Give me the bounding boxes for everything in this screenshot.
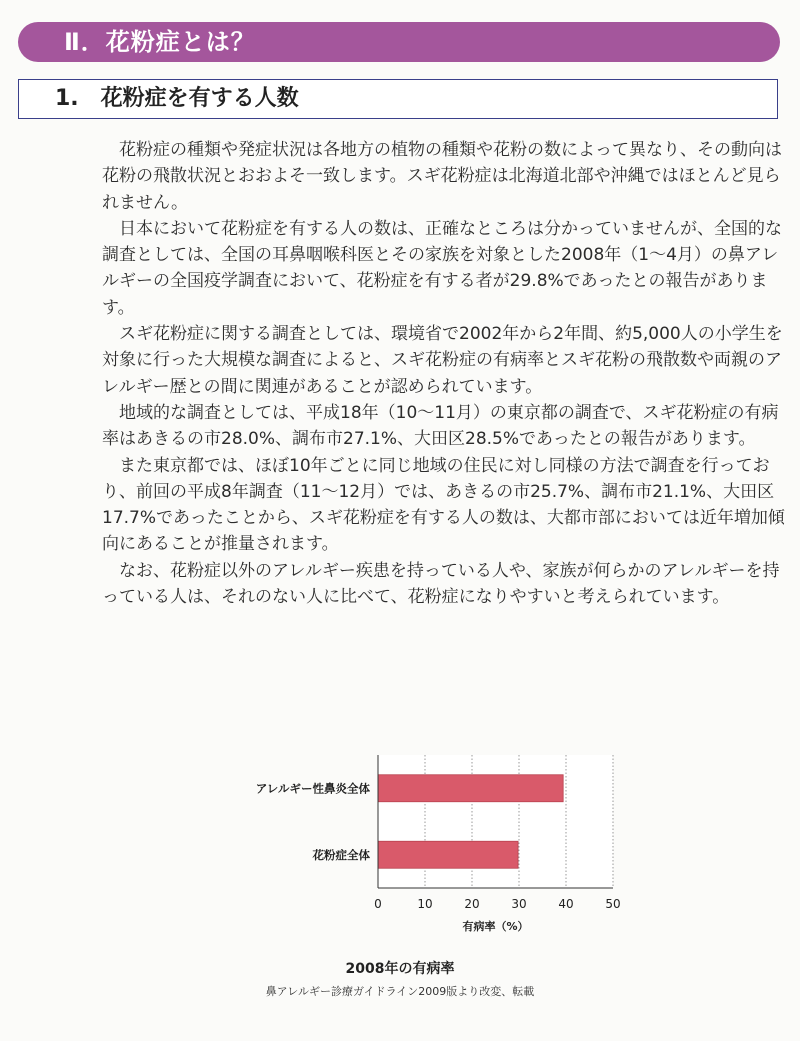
bar — [378, 775, 563, 802]
x-tick-label: 20 — [464, 897, 480, 911]
chart-title: 2008年の有病率 — [345, 961, 455, 977]
category-label: 花粉症全体 — [312, 847, 370, 862]
paragraph-5: また東京都では、ほぼ10年ごとに同じ地域の住民に対し同様の方法で調査を行っており、前回の平成8年調査（11～12月）では、あきるの市25.7%、調布市21.1%、大田区17.7%であったことから、スギ花粉症を有する人の数は、大都市部においては近年増加傾向にあることが推量されます。 — [102, 455, 785, 555]
section-title: 1. 花粉症を有する人数 — [55, 86, 299, 111]
paragraph-4: 地域的な調査としては、平成18年（10～11月）の東京都の調査で、スギ花粉症の有病率はあきるの市28.0%、調布市27.1%、大田区28.5%であったとの報告があります。 — [102, 402, 779, 450]
x-tick-label: 0 — [374, 897, 382, 911]
paragraph-2: 日本において花粉症を有する人の数は、正確なところは分かっていませんが、全国的な調査としては、全国の耳鼻咽喉科医とその家族を対象とした2008年（1～4月）の鼻アレルギーの全国疫学調査において、花粉症を有する者が29.8%であったとの報告があります。 — [102, 218, 782, 318]
x-tick-label: 10 — [417, 897, 433, 911]
chapter-title: Ⅱ．花粉症とは？ — [64, 28, 256, 56]
x-tick-label: 50 — [605, 897, 621, 911]
x-axis-label: 有病率（%） — [462, 920, 529, 933]
x-tick-label: 40 — [558, 897, 574, 911]
chart-source: 鼻アレルギー診療ガイドライン2009版より改変、転載 — [265, 985, 535, 998]
bar — [378, 841, 518, 868]
paragraph-1: 花粉症の種類や発症状況は各地方の植物の種類や花粉の数によって異なり、その動向は花粉の飛散状況とおおよそ一致します。スギ花粉症は北海道北部や沖縄ではほとんど見られません。 — [102, 140, 782, 213]
category-label: アレルギー性鼻炎全体 — [255, 781, 370, 796]
paragraph-6: なお、花粉症以外のアレルギー疾患を持っている人や、家族が何らかのアレルギーを持っている人は、それのない人に比べて、花粉症になりやすいと考えられています。 — [102, 560, 780, 608]
x-tick-label: 30 — [511, 897, 527, 911]
paragraph-3: スギ花粉症に関する調査としては、環境省で2002年から2年間、約5,000人の小学生を対象に行った大規模な調査によると、スギ花粉症の有病率とスギ花粉の飛散数や両親のアレルギー歴との間に関連があることが認められています。 — [102, 324, 783, 397]
